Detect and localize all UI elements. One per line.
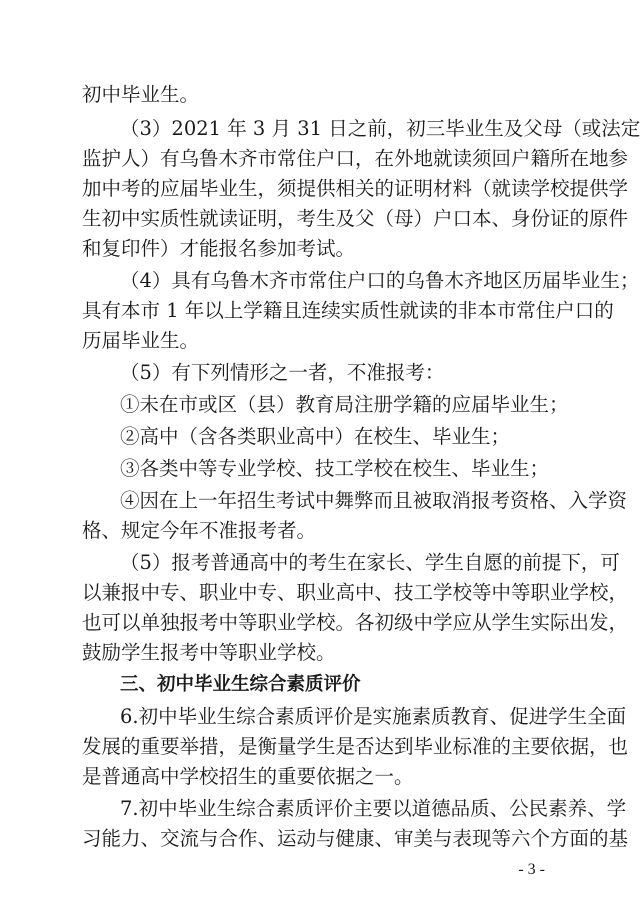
text-line: 是普通高中学校招生的重要依据之一。 [82, 765, 414, 788]
text-line: 也可以单独报考中等职业学校。各初级中学应从学生实际出发， [82, 611, 629, 634]
text-line: 鼓励学生报考中等职业学校。 [82, 641, 336, 664]
text-line: （4）具有乌鲁木齐市常住户口的乌鲁木齐地区历届毕业生； [120, 269, 640, 292]
text-line: 发展的重要举措，是衡量学生是否达到毕业标准的主要依据，也 [82, 735, 629, 758]
page-number: - 3 - [518, 861, 545, 878]
text-line: 生初中实质性就读证明，考生及父（母）户口本、身份证的原件 [82, 207, 629, 230]
text-line: 具有本市 1 年以上学籍且连续实质性就读的非本市常住户口的 [82, 299, 614, 322]
text-line: 加中考的应届毕业生，须提供相关的证明材料（就读学校提供学 [82, 177, 629, 200]
text-line: ④因在上一年招生考试中舞弊而且被取消报考资格、入学资 [120, 489, 628, 512]
text-line: 7.初中毕业生综合素质评价主要以道德品质、公民素养、学 [120, 797, 627, 820]
text-line: 初中毕业生。 [82, 83, 200, 106]
text-line: ①未在市或区（县）教育局注册学籍的应届毕业生； [120, 393, 569, 416]
text-line: 6.初中毕业生综合素质评价是实施素质教育、促进学生全面 [120, 705, 627, 728]
text-line: （3）2021 年 3 月 31 日之前，初三毕业生及父母（或法定 [120, 117, 640, 140]
text-line: 以兼报中专、职业中专、职业高中、技工学校等中等职业学校， [82, 581, 629, 604]
text-line: 监护人）有乌鲁木齐市常住户口，在外地就读须回户籍所在地参 [82, 147, 629, 170]
text-line: 和复印件）才能报名参加考试。 [82, 237, 356, 260]
text-line: （5）报考普通高中的考生在家长、学生自愿的前提下，可 [120, 551, 620, 574]
text-line: （5）有下列情形之一者，不准报考： [120, 361, 445, 384]
text-line: 格、规定今年不准报考者。 [82, 519, 317, 542]
text-line: 历届毕业生。 [82, 329, 200, 352]
text-line: ②高中（含各类职业高中）在校生、毕业生； [120, 425, 511, 448]
section-heading: 三、初中毕业生综合素质评价 [120, 674, 361, 695]
text-line: ③各类中等专业学校、技工学校在校生、毕业生； [120, 457, 550, 480]
text-line: 习能力、交流与合作、运动与健康、审美与表现等六个方面的基 [82, 827, 629, 850]
